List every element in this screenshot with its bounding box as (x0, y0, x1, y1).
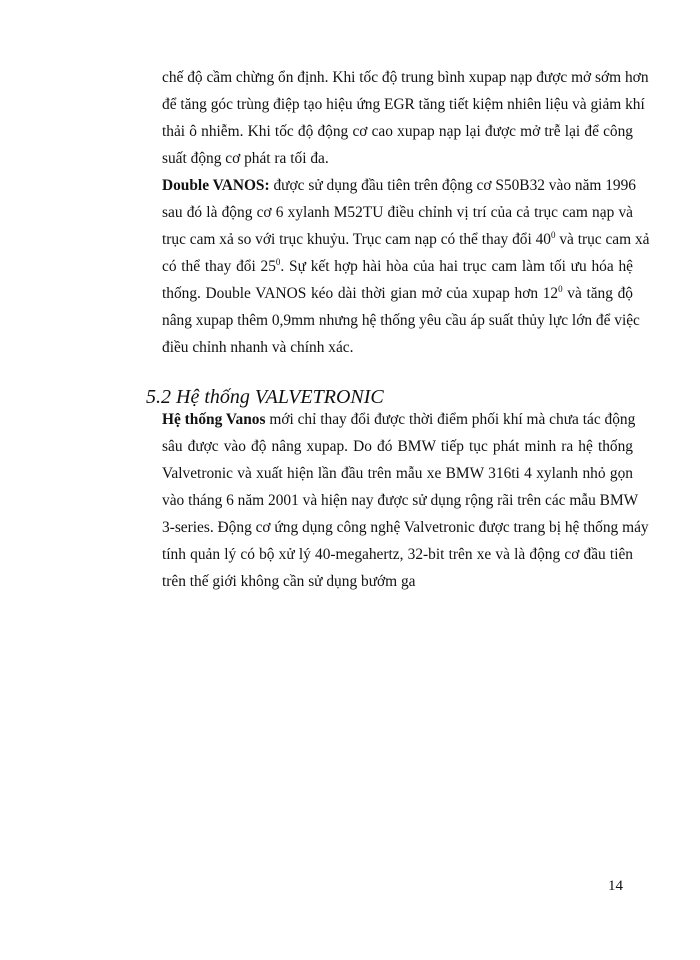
text-line: thải ô nhiễm. Khi tốc độ động cơ cao xupap nạp lại được mở trễ lại để công (162, 123, 633, 140)
text-fragment: và trục cam xả (555, 231, 650, 248)
text-line (162, 253, 633, 280)
text-line: điều chỉnh nhanh và chính xác. (162, 339, 354, 356)
term-vanos-system: Hệ thống Vanos (162, 411, 266, 428)
degree-superscript: 0 (275, 257, 281, 267)
paragraph-vanos-continuation (162, 64, 649, 172)
text-line: Valvetronic và xuất hiện lần đầu trên mẫu xe BMW 316ti 4 xylanh nhỏ gọn (162, 465, 633, 482)
section-heading: 5.2 Hệ thống VALVETRONIC (146, 386, 384, 408)
text-line (162, 226, 650, 253)
text-fragment: . Sự kết hợp hài hòa của hai trục cam làm tối ưu hóa hệ (280, 258, 633, 275)
text-line: sâu được vào độ nâng xupap. Do đó BMW tiếp tục phát minh ra hệ thống (162, 438, 633, 455)
text-fragment: mới chỉ thay đổi được thời điểm phối khí mà chưa tác động (265, 411, 636, 428)
text-line (162, 406, 636, 433)
text-fragment: và tăng độ (562, 285, 633, 302)
page-number: 14 (608, 878, 623, 894)
text-line: để tăng góc trùng điệp tạo hiệu ứng EGR tăng tiết kiệm nhiên liệu và giảm khí (162, 96, 645, 113)
text-line (162, 280, 633, 307)
text-line: nâng xupap thêm 0,9mm nhưng hệ thống yêu cầu áp suất thủy lực lớn để việc (162, 312, 640, 329)
text-line: tính quản lý có bộ xử lý 40-megahertz, 32-bit trên xe và là động cơ đầu tiên (162, 546, 633, 563)
paragraph-double-vanos (162, 172, 650, 361)
text-fragment: được sử dụng đầu tiên trên động cơ S50B32 vào năm 1996 (269, 177, 637, 194)
paragraph-valvetronic (162, 406, 649, 595)
text-fragment: có thể thay đổi 25 (162, 258, 276, 275)
text-line: suất động cơ phát ra tối đa. (162, 150, 329, 167)
degree-superscript: 0 (550, 230, 556, 240)
term-double-vanos: Double VANOS: (162, 177, 270, 194)
text-line (162, 172, 637, 199)
text-line: chế độ cầm chừng ổn định. Khi tốc độ trung bình xupap nạp được mở sớm hơn (162, 69, 649, 86)
text-line: sau đó là động cơ 6 xylanh M52TU điều chỉnh vị trí của cả trục cam nạp và (162, 204, 633, 221)
text-line: vào tháng 6 năm 2001 và hiện nay được sử dụng rộng rãi trên các mẫu BMW (162, 492, 639, 509)
text-line: 3-series. Động cơ ứng dụng công nghệ Valvetronic được trang bị hệ thống máy (162, 519, 649, 536)
text-line: trên thế giới không cần sử dụng bướm ga (162, 573, 416, 590)
text-fragment: thống. Double VANOS kéo dài thời gian mở của xupap hơn 12 (162, 285, 559, 302)
text-fragment: trục cam xả so với trục khuỷu. Trục cam nạp có thể thay đổi 40 (162, 231, 551, 248)
degree-superscript: 0 (558, 284, 563, 294)
